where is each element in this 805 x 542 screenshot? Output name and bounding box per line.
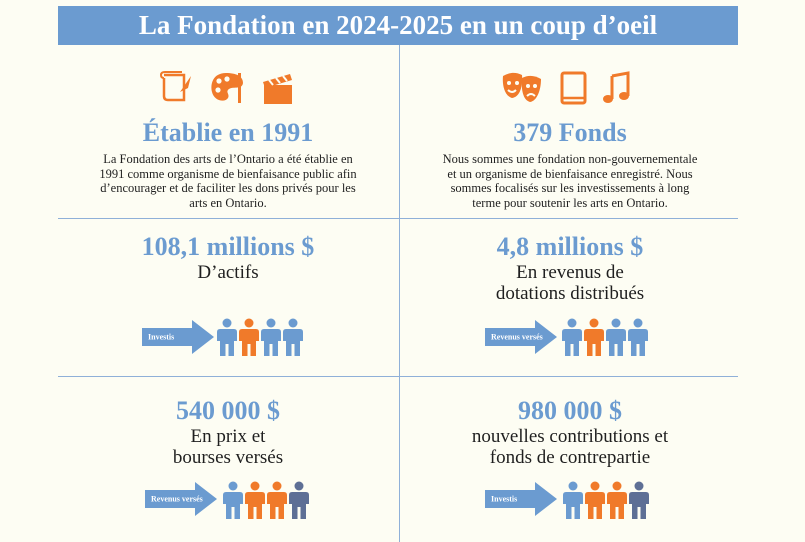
page-title: La Fondation en 2024-2025 en un coup d’oeil [138,10,658,40]
stat-label-line1: En revenus de [516,262,624,283]
person-icon [216,318,238,356]
book-icon [558,70,588,111]
stat-label-line1: D’actifs [197,262,259,283]
stat-cell-revenue [400,232,740,304]
person-icon [561,318,583,356]
top-right-cell [400,118,740,210]
person-icon [606,481,628,519]
funds-description: Nous sommes une fondation non-gouvernementale et un organisme de bienfaisance enregistré. Nous sommes focalisés sur les investissements à long terme pour soutenir les arts en Ontario. [442,152,698,210]
stat-label-line1: nouvelles contributions et [471,426,669,447]
stat-cell-awards [58,396,398,468]
stat-value: 540 000 $ [176,396,280,425]
stat-label-line2: bourses versés [172,447,284,468]
music-note-icon [602,70,632,111]
person-icon [605,318,627,356]
stat-cell-assets [58,232,398,283]
top-right-icons [500,70,632,111]
stat-label-line2: dotations distribués [495,283,645,304]
founded-headline: Établie en 1991 [142,118,314,147]
person-icon [583,318,605,356]
horizontal-divider-1 [58,218,738,219]
stat-value: 108,1 millions $ [141,232,315,261]
scroll-quill-icon [158,70,194,111]
person-icon [627,318,649,356]
people-group [222,481,310,519]
arrow-label: Investis [491,494,518,504]
clapperboard-icon [260,70,296,111]
top-left-cell [58,118,398,210]
horizontal-divider-2 [58,376,738,377]
person-icon [628,481,650,519]
person-icon [266,481,288,519]
stat-label-line1: En prix et [190,426,266,447]
top-left-icons [158,70,296,111]
stat-cell-contributions [400,396,740,468]
arrow-graphic [485,482,557,516]
person-icon [244,481,266,519]
theater-masks-icon [500,70,544,111]
person-icon [282,318,304,356]
stat-value: 4,8 millions $ [496,232,644,261]
person-icon [562,481,584,519]
arrow-graphic [142,320,214,354]
arrow-label: Investis [148,332,175,342]
palette-icon [208,70,246,111]
arrow-label: Revenus versés [491,332,543,342]
person-icon [222,481,244,519]
arrow-graphic [485,320,557,354]
arrow-graphic [145,482,217,516]
page-banner [58,6,738,45]
stat-label-line2: fonds de contrepartie [489,447,651,468]
stat-value: 980 000 $ [518,396,622,425]
arrow-label: Revenus versés [151,494,203,504]
people-group [561,318,649,356]
person-icon [238,318,260,356]
founded-description: La Fondation des arts de l’Ontario a été établie en 1991 comme organisme de bienfaisance public afin d’encourager et de faciliter les dons privés pour les arts en Ontario. [99,152,357,210]
people-group [216,318,304,356]
funds-headline: 379 Fonds [513,118,627,147]
person-icon [260,318,282,356]
person-icon [584,481,606,519]
people-group [562,481,650,519]
person-icon [288,481,310,519]
